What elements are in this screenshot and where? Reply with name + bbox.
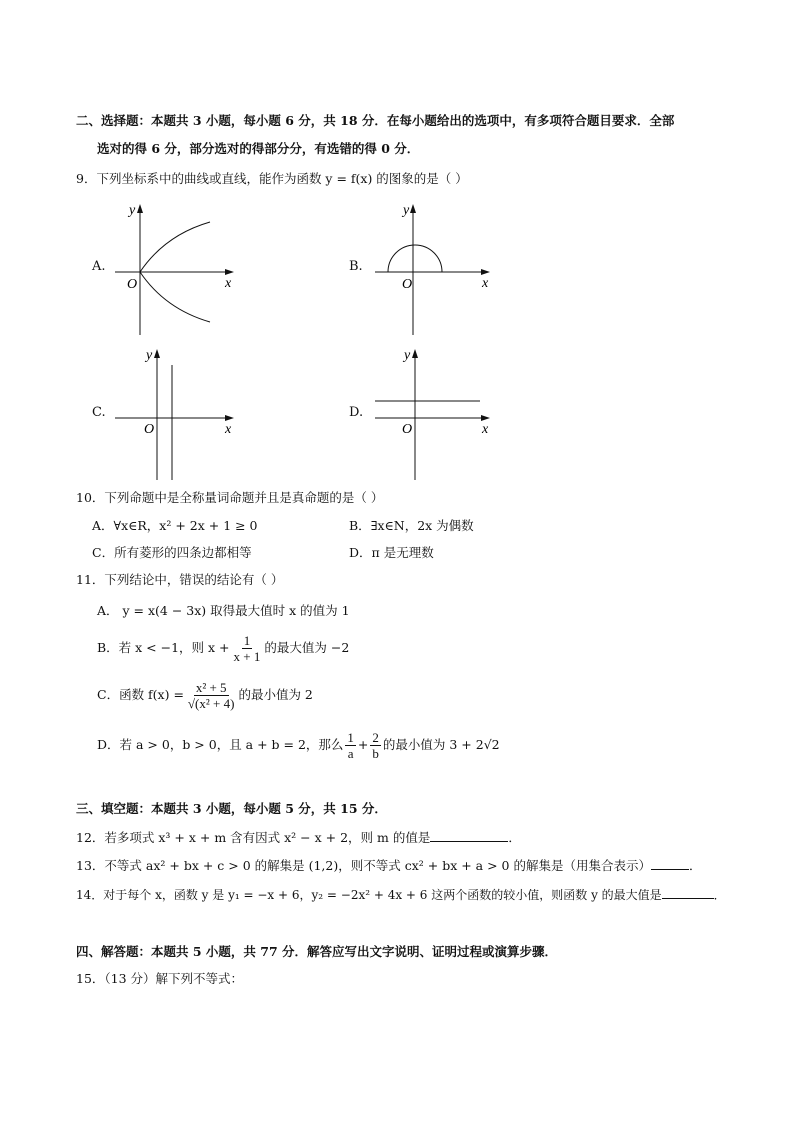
q9-option-d-label: D. — [349, 405, 364, 420]
q9-stem: 9．下列坐标系中的曲线或直线，能作为函数 y = f(x) 的图象的是（ ） — [76, 171, 468, 186]
q11-d-den1: a — [347, 746, 354, 761]
y-arrow — [137, 204, 143, 213]
q11-c-fraction — [186, 680, 237, 711]
origin-label: O — [144, 422, 155, 437]
q9-option-a-label: A. — [92, 259, 106, 274]
q14-text: 14．对于每个 x，函数 y 是 y₁ = −x + 6，y₂ = −2x² + 4x + 6 这两个函数的较小值，则函数 y 的最大值是 — [76, 888, 662, 902]
q10-option-d: D．π 是无理数 — [349, 545, 434, 560]
q12-answer-blank[interactable] — [430, 829, 508, 842]
q11-c-den: √(x² + 4) — [187, 696, 235, 711]
q11-b-fraction — [232, 633, 263, 664]
q10-option-b: B．∃x∈N，2x 为偶数 — [349, 518, 474, 533]
axis-x-label: x — [482, 276, 489, 291]
q13-text: 13．不等式 ax² + bx + c > 0 的解集是 (1,2)，则不等式 cx² + bx + a > 0 的解集是（用集合表示） — [76, 858, 651, 873]
q11-d-den2: b — [372, 746, 379, 761]
axis-x-label: x — [225, 422, 232, 437]
q11-option-b — [97, 632, 349, 664]
q14-answer-blank[interactable] — [662, 886, 714, 899]
q11-c-suffix: 的最小值为 2 — [238, 687, 313, 702]
section2-heading-line2: 选对的得 6 分，部分选对的得部分分，有选错的得 0 分． — [97, 141, 420, 156]
q13 — [76, 857, 701, 875]
q13-answer-blank[interactable] — [651, 857, 689, 870]
q11-b-num: 1 — [243, 633, 251, 648]
origin-label: O — [402, 277, 413, 292]
q11-b-prefix: B．若 x < −1，则 x + — [97, 640, 230, 655]
q11-d-num2: 2 — [372, 730, 379, 745]
q9-option-c-label: C. — [92, 405, 106, 420]
q9-graph-a — [110, 200, 240, 340]
x-arrow — [225, 415, 234, 421]
q12-text: 12．若多项式 x³ + x + m 含有因式 x² − x + 2，则 m 的值是 — [76, 830, 431, 845]
semicircle — [388, 245, 442, 272]
q11-d-num1: 1 — [347, 730, 354, 745]
axis-y-label: y — [403, 203, 410, 218]
x-arrow — [225, 269, 234, 275]
q11-d-prefix: D．若 a > 0，b > 0，且 a + b = 2，那么 — [97, 737, 344, 752]
q11-option-a: A． y = x(4 − 3x) 取得最大值时 x 的值为 1 — [97, 603, 350, 618]
q11-c-num: x² + 5 — [195, 680, 227, 695]
x-arrow — [481, 269, 490, 275]
q11-d-suffix: 的最小值为 3 + 2√2 — [382, 737, 500, 752]
q11-d-fraction-2 — [370, 730, 381, 761]
section3-heading: 三、填空题：本题共 3 小题，每小题 5 分，共 15 分． — [76, 801, 387, 816]
q13-end: ． — [688, 858, 702, 873]
y-arrow — [410, 204, 416, 213]
origin-label: O — [402, 422, 413, 437]
q9-option-b-label: B. — [349, 259, 363, 274]
q11-b-suffix: 的最大值为 −2 — [264, 640, 350, 655]
y-arrow — [154, 349, 160, 358]
axis-y-label: y — [129, 203, 136, 218]
section2-heading-line1: 二、选择题：本题共 3 小题，每小题 6 分，共 18 分．在每小题给出的选项中，有多项符合题目要求．全部 — [76, 113, 675, 128]
axis-x-label: x — [225, 276, 232, 291]
x-arrow — [481, 415, 490, 421]
q14 — [76, 886, 726, 904]
q14-end: ． — [713, 888, 726, 902]
q12-end: ． — [508, 830, 521, 845]
q9-graph-b — [370, 200, 500, 340]
axis-y-label: y — [146, 348, 153, 363]
axis-y-label: y — [404, 348, 411, 363]
q11-d-fraction-1 — [345, 730, 356, 761]
y-arrow — [412, 349, 418, 358]
q10-stem: 10．下列命题中是全称量词命题并且是真命题的是（ ） — [76, 490, 384, 505]
q11-c-prefix: C．函数 f(x) = — [97, 687, 184, 702]
q10-option-c: C．所有菱形的四条边都相等 — [92, 545, 252, 560]
section4-heading: 四、解答题：本题共 5 小题，共 77 分．解答应写出文字说明、证明过程或演算步骤． — [76, 944, 558, 959]
q11-option-c — [97, 678, 313, 712]
q10-option-a: A．∀x∈R，x² + 2x + 1 ≥ 0 — [92, 518, 258, 533]
q12 — [76, 829, 521, 847]
q15-stem: 15．（13 分）解下列不等式： — [76, 971, 244, 986]
origin-label: O — [127, 277, 138, 292]
q9-graph-d — [370, 345, 500, 485]
q11-b-den: x + 1 — [233, 649, 261, 664]
q11-d-plus: + — [357, 737, 369, 752]
q9-graph-c — [110, 345, 240, 485]
q11-option-d — [97, 728, 500, 762]
axis-x-label: x — [482, 422, 489, 437]
q11-stem: 11．下列结论中，错误的结论有（ ） — [76, 572, 284, 587]
